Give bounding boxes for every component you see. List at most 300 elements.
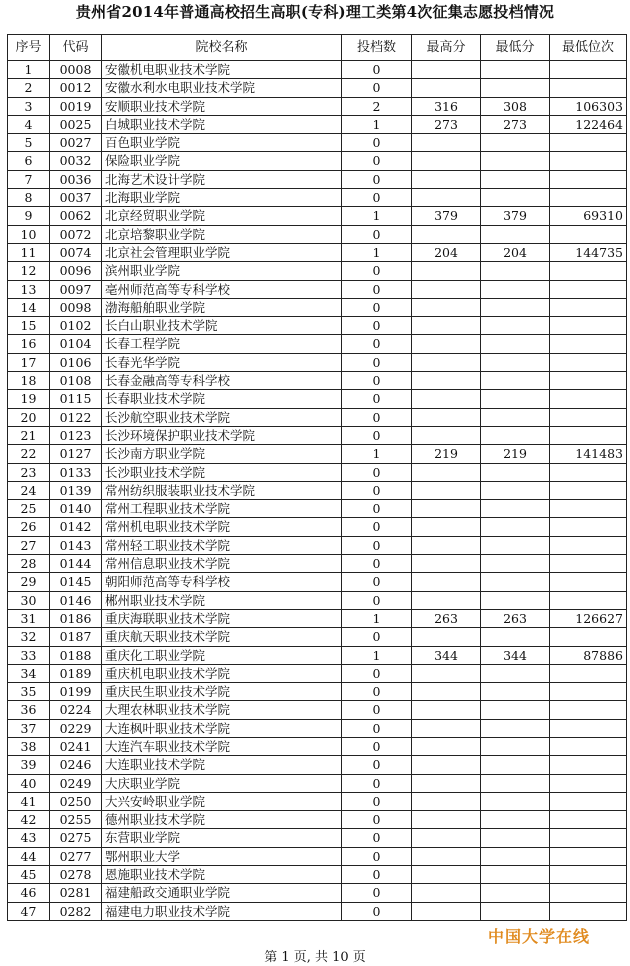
header-code: 代码: [50, 35, 102, 61]
cell-school-name: 鄂州职业大学: [102, 847, 342, 865]
table-row: [8, 737, 627, 755]
cell-seq: 45: [8, 866, 50, 884]
cell-min-rank: [550, 152, 627, 170]
cell-code: 0281: [50, 884, 102, 902]
cell-admitted-count: 0: [342, 335, 412, 353]
cell-seq: 33: [8, 646, 50, 664]
cell-min-score: 344: [481, 646, 550, 664]
cell-admitted-count: 0: [342, 390, 412, 408]
header-min-rank: 最低位次: [550, 35, 627, 61]
table-row: [8, 298, 627, 316]
cell-min-rank: [550, 170, 627, 188]
table-row: [8, 372, 627, 390]
cell-admitted-count: 0: [342, 847, 412, 865]
cell-code: 0224: [50, 701, 102, 719]
cell-max-score: [412, 774, 481, 792]
table-row: [8, 719, 627, 737]
cell-code: 0012: [50, 79, 102, 97]
cell-min-score: [481, 61, 550, 79]
cell-min-rank: [550, 591, 627, 609]
cell-school-name: 东营职业学院: [102, 829, 342, 847]
table-row: [8, 189, 627, 207]
cell-school-name: 长白山职业技术学院: [102, 317, 342, 335]
cell-min-rank: [550, 335, 627, 353]
cell-seq: 2: [8, 79, 50, 97]
cell-min-score: [481, 317, 550, 335]
table-row: [8, 481, 627, 499]
cell-code: 0097: [50, 280, 102, 298]
table-row: [8, 335, 627, 353]
cell-school-name: 重庆海联职业技术学院: [102, 609, 342, 627]
cell-min-rank: 69310: [550, 207, 627, 225]
table-row: [8, 792, 627, 810]
cell-school-name: 大连枫叶职业技术学院: [102, 719, 342, 737]
cell-min-rank: 126627: [550, 609, 627, 627]
cell-min-rank: [550, 847, 627, 865]
cell-max-score: [412, 170, 481, 188]
cell-admitted-count: 0: [342, 353, 412, 371]
cell-admitted-count: 0: [342, 317, 412, 335]
table-row: [8, 97, 627, 115]
cell-code: 0008: [50, 61, 102, 79]
cell-code: 0127: [50, 445, 102, 463]
cell-seq: 24: [8, 481, 50, 499]
cell-max-score: [412, 536, 481, 554]
cell-school-name: 常州纺织服装职业技术学院: [102, 481, 342, 499]
table-row: [8, 847, 627, 865]
cell-school-name: 大连职业技术学院: [102, 756, 342, 774]
cell-code: 0255: [50, 811, 102, 829]
cell-admitted-count: 0: [342, 262, 412, 280]
cell-min-score: 219: [481, 445, 550, 463]
cell-min-rank: [550, 555, 627, 573]
cell-school-name: 滨州职业学院: [102, 262, 342, 280]
cell-min-rank: [550, 774, 627, 792]
cell-seq: 46: [8, 884, 50, 902]
cell-school-name: 恩施职业技术学院: [102, 866, 342, 884]
cell-school-name: 安顺职业技术学院: [102, 97, 342, 115]
cell-min-score: [481, 408, 550, 426]
cell-school-name: 北京社会管理职业学院: [102, 243, 342, 261]
cell-seq: 25: [8, 500, 50, 518]
table-header-row: [8, 35, 627, 61]
cell-min-rank: [550, 866, 627, 884]
cell-min-score: [481, 792, 550, 810]
table-row: [8, 701, 627, 719]
cell-code: 0142: [50, 518, 102, 536]
table-row: [8, 628, 627, 646]
cell-max-score: [412, 152, 481, 170]
cell-admitted-count: 0: [342, 774, 412, 792]
header-min-score: 最低分: [481, 35, 550, 61]
table-row: [8, 683, 627, 701]
cell-min-score: [481, 829, 550, 847]
header-max-score: 最高分: [412, 35, 481, 61]
cell-code: 0133: [50, 463, 102, 481]
cell-school-name: 福建船政交通职业学院: [102, 884, 342, 902]
cell-min-rank: [550, 298, 627, 316]
cell-min-score: [481, 280, 550, 298]
cell-seq: 16: [8, 335, 50, 353]
cell-min-rank: [550, 701, 627, 719]
table-row: [8, 463, 627, 481]
table-row: [8, 115, 627, 133]
cell-admitted-count: 1: [342, 609, 412, 627]
cell-admitted-count: 0: [342, 701, 412, 719]
cell-max-score: [412, 500, 481, 518]
table-row: [8, 426, 627, 444]
cell-admitted-count: 0: [342, 884, 412, 902]
cell-seq: 41: [8, 792, 50, 810]
cell-seq: 13: [8, 280, 50, 298]
cell-code: 0186: [50, 609, 102, 627]
cell-max-score: [412, 664, 481, 682]
cell-code: 0275: [50, 829, 102, 847]
cell-min-score: [481, 628, 550, 646]
table-row: [8, 134, 627, 152]
table-row: [8, 61, 627, 79]
cell-code: 0241: [50, 737, 102, 755]
cell-code: 0106: [50, 353, 102, 371]
cell-code: 0249: [50, 774, 102, 792]
cell-min-score: [481, 683, 550, 701]
cell-min-score: [481, 902, 550, 920]
header-seq: 序号: [8, 35, 50, 61]
cell-seq: 37: [8, 719, 50, 737]
cell-min-score: [481, 591, 550, 609]
cell-max-score: [412, 408, 481, 426]
cell-max-score: [412, 317, 481, 335]
cell-seq: 34: [8, 664, 50, 682]
cell-admitted-count: 0: [342, 591, 412, 609]
table-row: [8, 884, 627, 902]
table-row: [8, 664, 627, 682]
cell-max-score: 263: [412, 609, 481, 627]
cell-school-name: 常州工程职业技术学院: [102, 500, 342, 518]
cell-admitted-count: 0: [342, 280, 412, 298]
cell-code: 0188: [50, 646, 102, 664]
cell-admitted-count: 2: [342, 97, 412, 115]
cell-min-score: [481, 79, 550, 97]
cell-min-score: [481, 481, 550, 499]
cell-max-score: [412, 481, 481, 499]
cell-min-rank: [550, 628, 627, 646]
cell-seq: 40: [8, 774, 50, 792]
cell-seq: 35: [8, 683, 50, 701]
cell-seq: 28: [8, 555, 50, 573]
cell-school-name: 长沙航空职业技术学院: [102, 408, 342, 426]
cell-admitted-count: 0: [342, 152, 412, 170]
cell-min-score: [481, 756, 550, 774]
cell-code: 0102: [50, 317, 102, 335]
cell-code: 0019: [50, 97, 102, 115]
cell-min-rank: 87886: [550, 646, 627, 664]
cell-max-score: [412, 683, 481, 701]
cell-admitted-count: 0: [342, 408, 412, 426]
cell-school-name: 安徽水利水电职业技术学院: [102, 79, 342, 97]
cell-seq: 29: [8, 573, 50, 591]
cell-seq: 31: [8, 609, 50, 627]
cell-max-score: [412, 829, 481, 847]
table-row: [8, 262, 627, 280]
cell-min-score: [481, 884, 550, 902]
cell-max-score: [412, 719, 481, 737]
cell-min-rank: [550, 536, 627, 554]
cell-school-name: 大理农林职业技术学院: [102, 701, 342, 719]
table-row: [8, 829, 627, 847]
cell-min-rank: [550, 390, 627, 408]
cell-admitted-count: 0: [342, 737, 412, 755]
cell-min-rank: [550, 61, 627, 79]
cell-max-score: [412, 262, 481, 280]
document-title: 贵州省2014年普通高校招生高职(专科)理工类第4次征集志愿投档情况: [75, 3, 555, 21]
cell-school-name: 德州职业技术学院: [102, 811, 342, 829]
cell-code: 0145: [50, 573, 102, 591]
cell-school-name: 亳州师范高等专科学校: [102, 280, 342, 298]
cell-code: 0037: [50, 189, 102, 207]
cell-min-rank: [550, 353, 627, 371]
cell-school-name: 安徽机电职业技术学院: [102, 61, 342, 79]
cell-min-rank: [550, 463, 627, 481]
table-row: [8, 756, 627, 774]
cell-school-name: 北海艺术设计学院: [102, 170, 342, 188]
cell-min-rank: 141483: [550, 445, 627, 463]
cell-code: 0246: [50, 756, 102, 774]
cell-seq: 19: [8, 390, 50, 408]
cell-min-rank: [550, 225, 627, 243]
cell-max-score: 316: [412, 97, 481, 115]
cell-min-score: [481, 262, 550, 280]
cell-min-rank: 106303: [550, 97, 627, 115]
cell-school-name: 北海职业学院: [102, 189, 342, 207]
cell-max-score: [412, 390, 481, 408]
cell-admitted-count: 0: [342, 79, 412, 97]
cell-min-score: [481, 134, 550, 152]
table-row: [8, 207, 627, 225]
cell-school-name: 常州机电职业技术学院: [102, 518, 342, 536]
cell-school-name: 常州轻工职业技术学院: [102, 536, 342, 554]
table-row: [8, 390, 627, 408]
cell-code: 0189: [50, 664, 102, 682]
cell-code: 0025: [50, 115, 102, 133]
cell-admitted-count: 0: [342, 829, 412, 847]
cell-seq: 36: [8, 701, 50, 719]
cell-max-score: [412, 518, 481, 536]
cell-max-score: [412, 866, 481, 884]
cell-seq: 4: [8, 115, 50, 133]
cell-min-rank: [550, 884, 627, 902]
table-row: [8, 500, 627, 518]
cell-school-name: 福建电力职业技术学院: [102, 902, 342, 920]
cell-min-rank: [550, 481, 627, 499]
cell-seq: 15: [8, 317, 50, 335]
cell-min-score: [481, 298, 550, 316]
table-row: [8, 591, 627, 609]
cell-max-score: [412, 372, 481, 390]
cell-school-name: 长沙职业技术学院: [102, 463, 342, 481]
table-row: [8, 353, 627, 371]
cell-min-score: [481, 390, 550, 408]
cell-min-score: [481, 463, 550, 481]
cell-min-score: [481, 152, 550, 170]
cell-max-score: [412, 298, 481, 316]
cell-admitted-count: 0: [342, 792, 412, 810]
cell-school-name: 重庆机电职业技术学院: [102, 664, 342, 682]
cell-school-name: 大连汽车职业技术学院: [102, 737, 342, 755]
cell-seq: 14: [8, 298, 50, 316]
cell-school-name: 北京经贸职业学院: [102, 207, 342, 225]
cell-max-score: [412, 811, 481, 829]
cell-max-score: [412, 335, 481, 353]
cell-min-rank: [550, 518, 627, 536]
cell-min-score: 263: [481, 609, 550, 627]
cell-admitted-count: 0: [342, 426, 412, 444]
cell-max-score: [412, 902, 481, 920]
cell-min-rank: [550, 792, 627, 810]
admission-table: [7, 34, 627, 921]
cell-code: 0032: [50, 152, 102, 170]
cell-max-score: [412, 701, 481, 719]
cell-max-score: [412, 792, 481, 810]
cell-seq: 17: [8, 353, 50, 371]
cell-min-rank: [550, 262, 627, 280]
cell-seq: 5: [8, 134, 50, 152]
cell-max-score: [412, 134, 481, 152]
cell-min-score: [481, 866, 550, 884]
cell-seq: 26: [8, 518, 50, 536]
cell-min-score: [481, 426, 550, 444]
table-row: [8, 170, 627, 188]
cell-min-rank: [550, 664, 627, 682]
page-footer: 第 1 页, 共 10 页: [264, 950, 366, 965]
cell-admitted-count: 0: [342, 719, 412, 737]
cell-seq: 21: [8, 426, 50, 444]
cell-max-score: [412, 189, 481, 207]
cell-school-name: 长春职业技术学院: [102, 390, 342, 408]
cell-min-score: [481, 701, 550, 719]
cell-min-score: [481, 189, 550, 207]
cell-admitted-count: 0: [342, 61, 412, 79]
cell-school-name: 郴州职业技术学院: [102, 591, 342, 609]
cell-code: 0199: [50, 683, 102, 701]
table-row: [8, 445, 627, 463]
cell-admitted-count: 1: [342, 445, 412, 463]
cell-admitted-count: 0: [342, 518, 412, 536]
cell-min-rank: [550, 134, 627, 152]
cell-seq: 42: [8, 811, 50, 829]
cell-seq: 38: [8, 737, 50, 755]
cell-max-score: [412, 573, 481, 591]
cell-min-rank: [550, 426, 627, 444]
cell-min-rank: [550, 719, 627, 737]
cell-code: 0074: [50, 243, 102, 261]
cell-max-score: [412, 353, 481, 371]
watermark-logo: 中国大学在线: [488, 927, 591, 946]
cell-admitted-count: 1: [342, 207, 412, 225]
cell-admitted-count: 0: [342, 189, 412, 207]
cell-min-rank: [550, 811, 627, 829]
cell-admitted-count: 0: [342, 811, 412, 829]
table-row: [8, 866, 627, 884]
cell-seq: 6: [8, 152, 50, 170]
cell-min-score: 273: [481, 115, 550, 133]
cell-max-score: [412, 426, 481, 444]
table-row: [8, 536, 627, 554]
cell-code: 0123: [50, 426, 102, 444]
cell-max-score: 344: [412, 646, 481, 664]
cell-school-name: 常州信息职业技术学院: [102, 555, 342, 573]
table-row: [8, 646, 627, 664]
table-row: [8, 555, 627, 573]
cell-min-rank: [550, 79, 627, 97]
cell-min-score: [481, 664, 550, 682]
cell-min-score: [481, 719, 550, 737]
cell-school-name: 朝阳师范高等专科学校: [102, 573, 342, 591]
cell-school-name: 百色职业学院: [102, 134, 342, 152]
cell-max-score: 379: [412, 207, 481, 225]
cell-min-rank: [550, 737, 627, 755]
table-row: [8, 518, 627, 536]
cell-code: 0229: [50, 719, 102, 737]
cell-admitted-count: 0: [342, 902, 412, 920]
cell-admitted-count: 0: [342, 664, 412, 682]
cell-admitted-count: 0: [342, 298, 412, 316]
cell-max-score: [412, 555, 481, 573]
cell-min-rank: [550, 500, 627, 518]
cell-code: 0115: [50, 390, 102, 408]
cell-seq: 7: [8, 170, 50, 188]
cell-seq: 9: [8, 207, 50, 225]
cell-seq: 30: [8, 591, 50, 609]
cell-school-name: 北京培黎职业学院: [102, 225, 342, 243]
cell-min-score: [481, 737, 550, 755]
cell-admitted-count: 0: [342, 536, 412, 554]
cell-code: 0062: [50, 207, 102, 225]
table-row: [8, 152, 627, 170]
cell-min-rank: 122464: [550, 115, 627, 133]
cell-code: 0104: [50, 335, 102, 353]
cell-code: 0250: [50, 792, 102, 810]
cell-seq: 1: [8, 61, 50, 79]
cell-admitted-count: 0: [342, 463, 412, 481]
cell-school-name: 保险职业学院: [102, 152, 342, 170]
cell-min-score: [481, 811, 550, 829]
cell-code: 0143: [50, 536, 102, 554]
cell-code: 0277: [50, 847, 102, 865]
cell-min-score: [481, 573, 550, 591]
cell-code: 0187: [50, 628, 102, 646]
table-row: [8, 408, 627, 426]
cell-school-name: 长春光华学院: [102, 353, 342, 371]
cell-min-rank: [550, 280, 627, 298]
cell-seq: 32: [8, 628, 50, 646]
cell-min-score: 379: [481, 207, 550, 225]
cell-seq: 10: [8, 225, 50, 243]
cell-max-score: 204: [412, 243, 481, 261]
cell-min-score: [481, 372, 550, 390]
cell-max-score: [412, 737, 481, 755]
cell-min-rank: [550, 408, 627, 426]
cell-admitted-count: 0: [342, 756, 412, 774]
cell-school-name: 长春金融高等专科学校: [102, 372, 342, 390]
cell-seq: 11: [8, 243, 50, 261]
cell-school-name: 重庆民生职业技术学院: [102, 683, 342, 701]
cell-admitted-count: 0: [342, 372, 412, 390]
cell-school-name: 长春工程学院: [102, 335, 342, 353]
cell-min-score: [481, 555, 550, 573]
cell-min-rank: [550, 683, 627, 701]
cell-school-name: 大庆职业学院: [102, 774, 342, 792]
